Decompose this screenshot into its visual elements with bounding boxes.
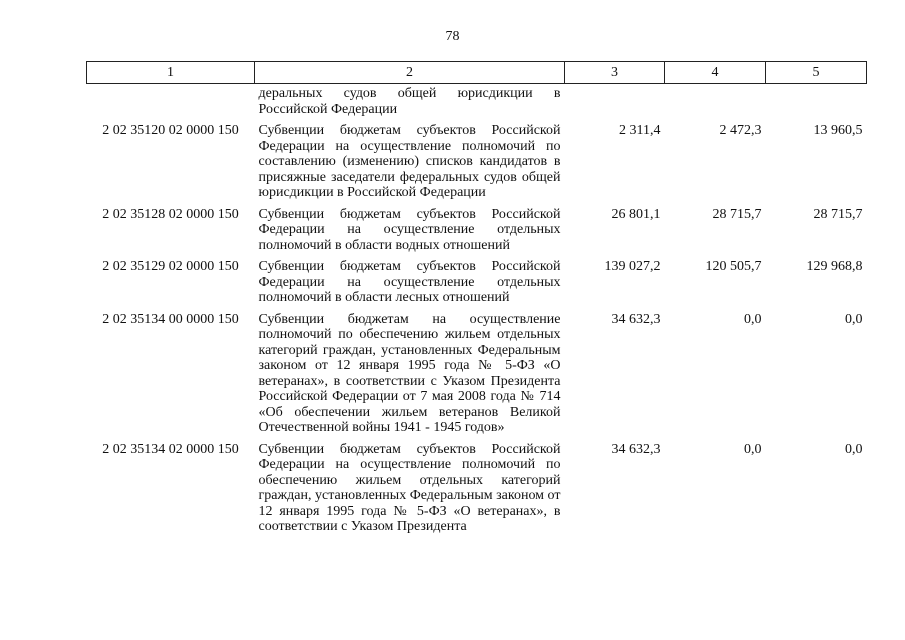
row-value-col4: 0,0 xyxy=(744,311,762,327)
row-value-col5: 13 960,5 xyxy=(813,123,863,138)
row-code: 2 02 35120 02 0000 150 xyxy=(102,123,239,138)
page-number: 78 xyxy=(445,29,460,44)
row-value-col5: 129 968,8 xyxy=(806,259,863,274)
row-value-col3: 34 632,3 xyxy=(611,311,661,327)
column-header: 5 xyxy=(766,62,867,84)
row-value-col5: 28 715,7 xyxy=(813,206,863,222)
row-value-col3 xyxy=(565,84,665,122)
budget-table xyxy=(86,61,867,539)
row-name: Субвенции бюджетам субъектов Российской Федерации на осуществление полномочий по обеспечению жильем отдельных категорий граждан, установленных Федеральным законом от 12 января 1995 года № 5-ФЗ «О ветеранах», в соответствии с Указом Президента xyxy=(258,441,561,534)
table-row xyxy=(87,121,867,205)
row-value-col3: 2 311,4 xyxy=(619,123,661,138)
table-row xyxy=(87,257,867,310)
row-value-col3: 139 027,2 xyxy=(604,259,661,274)
table-row xyxy=(87,205,867,258)
row-value-col5: 0,0 xyxy=(845,441,863,457)
row-value-col5 xyxy=(766,84,867,122)
table-row xyxy=(87,310,867,440)
row-value-col4: 2 472,3 xyxy=(719,123,762,138)
row-value-col5: 0,0 xyxy=(845,311,863,327)
column-header: 2 xyxy=(255,62,565,84)
row-value-col3: 34 632,3 xyxy=(611,441,661,457)
row-name: Субвенции бюджетам субъектов Российской Федерации на осуществление полномочий по составлению (изменению) списков кандидатов в присяжные заседатели федеральных судов общей юрисдикции в Российской Федерации xyxy=(258,123,561,200)
column-header: 1 xyxy=(87,62,255,84)
table-row xyxy=(87,440,867,539)
column-header: 4 xyxy=(665,62,766,84)
row-name: деральных судов общей юрисдикции в Российской Федерации xyxy=(258,86,561,117)
row-value-col4 xyxy=(665,84,766,122)
row-value-col4: 0,0 xyxy=(744,441,762,457)
column-header: 3 xyxy=(565,62,665,84)
row-code: 2 02 35134 02 0000 150 xyxy=(102,441,239,457)
row-code: 2 02 35129 02 0000 150 xyxy=(102,259,239,274)
row-value-col4: 120 505,7 xyxy=(705,259,762,274)
table-row xyxy=(87,84,867,122)
row-name: Субвенции бюджетам субъектов Российской Федерации на осуществление отдельных полномочий в области водных отношений xyxy=(258,206,561,253)
row-code: 2 02 35134 00 0000 150 xyxy=(102,311,239,327)
row-code xyxy=(87,84,255,122)
row-code: 2 02 35128 02 0000 150 xyxy=(102,206,239,222)
row-name: Субвенции бюджетам субъектов Российской Федерации на осуществление отдельных полномочий в области лесных отношений xyxy=(258,259,561,305)
table-header-row xyxy=(87,62,867,84)
row-value-col4: 28 715,7 xyxy=(712,206,762,222)
row-name: Субвенции бюджетам на осуществление полномочий по обеспечению жильем отдельных категорий граждан, установленных Федеральным законом от 12 января 1995 года № 5-ФЗ «О ветеранах», в соответствии с Указом Президента Российской Федерации от 7 мая 2008 года № 714 «Об обеспечении жильем ветеранов Великой Отечественной войны 1941 - 1945 годов» xyxy=(258,311,561,435)
row-value-col3: 26 801,1 xyxy=(611,206,661,222)
